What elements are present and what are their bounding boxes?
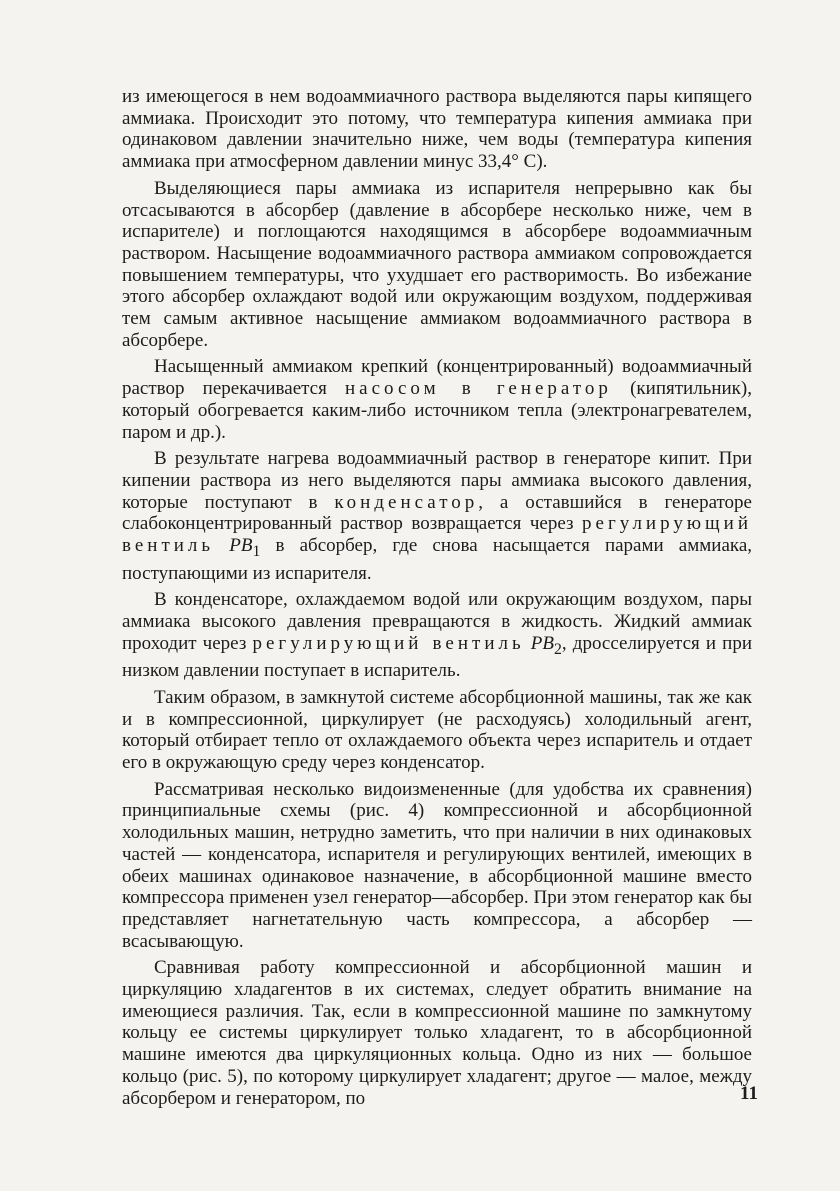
paragraph-1: из имеющегося в нем водоаммиачного раствора выделяются пары кипящего аммиака. Происходит это потому, что температура кипения аммиака при одинаковом давлении значительно ниже, чем воды (температура кипения аммиака при атмосферном давлении минус 33,4° C). [122, 86, 752, 173]
body-text [122, 86, 752, 1114]
valve-subscript: 2 [553, 640, 562, 658]
paragraph-8: Сравнивая работу компрессионной и абсорбционной машин и циркуляцию хладагентов в их системах, следует обратить внимание на имеющиеся различия. Так, если в компрессионной машине по замкнутому кольцу ее системы циркулирует только хладагент, то в абсорбционной машине имеются два циркуляционных кольца. Одно из них — большое кольцо (рис. 5), по которому циркулирует хладагент; другое — малое, между абсорбером и генератором, по [122, 957, 752, 1109]
spaced-term: регулирующий вентиль [122, 513, 752, 557]
paragraph-2: Выделяющиеся пары аммиака из испарителя непрерывно как бы отсасываются в абсорбер (давление в абсорбере несколько ниже, чем в испарителе) и поглощаются находящимся в абсорбере водоаммиачным раствором. Насыщение водоаммиачного раствора аммиаком сопровождается повышением температуры, что ухудшает его растворимость. Во избежание этого абсорбер охлаждают водой или окружающим воздухом, поддерживая тем самым активное насыщение аммиаком водоаммиачного раствора в абсорбере. [122, 177, 752, 351]
valve-symbol: PB [530, 632, 554, 654]
paragraph-6: Таким образом, в замкнутой системе абсорбционной машины, так же как и в компрессионной, циркулирует (не расходуясь) холодильный агент, который отбирает тепло от охлаждаемого объекта через испаритель и отдает его в окружающую среду через конденсатор. [122, 686, 752, 773]
valve-symbol: PB [229, 535, 253, 557]
paragraph-3: Насыщенный аммиаком крепкий (концентрированный) водоаммиачный раствор перекачивается насосом в генератор (кипятильник), который обогревается каким-либо источником тепла (электронагревателем, паром и др.). [122, 356, 752, 443]
paragraph-5: В конденсаторе, охлаждаемом водой или окружающим воздухом, пары аммиака высокого давления превращаются в жидкость. Жидкий аммиак проходит через регулирующий вентиль $PB_2$, дросселируется и при низком давлении поступает в испаритель. [122, 589, 752, 682]
paragraph-4: В результате нагрева водоаммиачный раствор в генераторе кипит. При кипении раствора из него выделяются пары аммиака высокого давления, которые поступают в конденсатор, а оставшийся в генераторе слабоконцентрированный раствор возвращается через регулирующий вентиль $PB_1$ в абсорбер, где снова насыщается парами аммиака, поступающими из испарителя. [122, 448, 753, 584]
page-number: 11 [740, 1083, 758, 1104]
paragraph-7: Рассматривая несколько видоизмененные (для удобства их сравнения) принципиальные схемы (рис. 4) компрессионной и абсорбционной холодильных машин, нетрудно заметить, что при наличии в них одинаковых частей — конденсатора, испарителя и регулирующих вентилей, имеющих в обеих машинах одинаковое назначение, в абсорбционной машине вместо компрессора применен узел генератор—абсорбер. При этом генератор как бы представляет нагнетательную часть компрессора, а абсорбер — всасывающую. [122, 778, 752, 952]
spaced-term: регулирующий вентиль [252, 632, 525, 654]
valve-subscript: 1 [252, 542, 261, 560]
spaced-term: конденсатор [334, 491, 479, 513]
spaced-term: насосом в генератор [344, 378, 612, 400]
